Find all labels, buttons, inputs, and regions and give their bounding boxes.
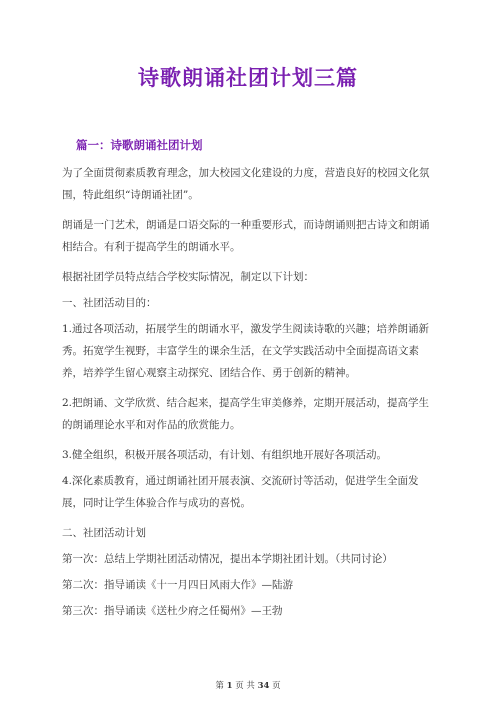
paragraph-9: 二、社团活动计划 [62,527,146,539]
footer-prefix: 第 [215,681,224,691]
section-heading: 篇一：诗歌朗诵社团计划 [76,138,203,152]
footer-suffix: 页 [272,681,281,691]
paragraph-10: 第一次：总结上学期社团活动情况，提出本学期社团计划。（共同讨论） [62,553,393,565]
footer-total-pages: 34 [257,681,270,691]
footer-middle: 页 共 [235,681,255,691]
paragraph-6: 2.把朗诵、文学欣赏、结合起来，提高学生审美修养，定期开展活动，提高学生的朗诵理论水平和对作品的欣赏能力。 [62,397,430,431]
page-footer [0,679,496,691]
paragraph-12: 第三次：指导诵读《送杜少府之任蜀州》—王勃 [62,605,283,617]
footer-page-number: 1 [226,681,233,691]
paragraph-2: 朗诵是一门艺术，朗诵是口语交际的一种重要形式，而诗朗诵则把古诗文和朗诵相结合。有利于提高学生的朗诵水平。 [62,219,430,253]
paragraph-4: 一、社团活动目的： [62,297,157,309]
paragraph-1: 为了全面贯彻素质教育理念，加大校园文化建设的力度，营造良好的校园文化氛围，特此组织“诗朗诵社团”。 [62,167,430,201]
paragraph-7: 3.健全组织，积极开展各项活动，有计划、有组织地开展好各项活动。 [62,449,388,461]
paragraph-8: 4.深化素质教育，通过朗诵社团开展表演、交流研讨等活动，促进学生全面发展，同时让学生体验合作与成功的喜悦。 [62,475,419,509]
paragraph-11: 第二次：指导诵读《十一月四日风雨大作》—陆游 [62,579,293,591]
paragraph-5: 1.通过各项活动，拓展学生的朗诵水平，激发学生阅读诗歌的兴趣；培养朗诵新秀。拓宽学生视野，丰富学生的课余生活，在文学实践活动中全面提高语文素养，培养学生留心观察主动探究、团结合作、勇于创新的精神。 [62,323,430,379]
paragraph-3: 根据社团学员特点结合学校实际情况，制定以下计划： [62,271,314,283]
document-title: 诗歌朗诵社团计划三篇 [138,66,358,90]
